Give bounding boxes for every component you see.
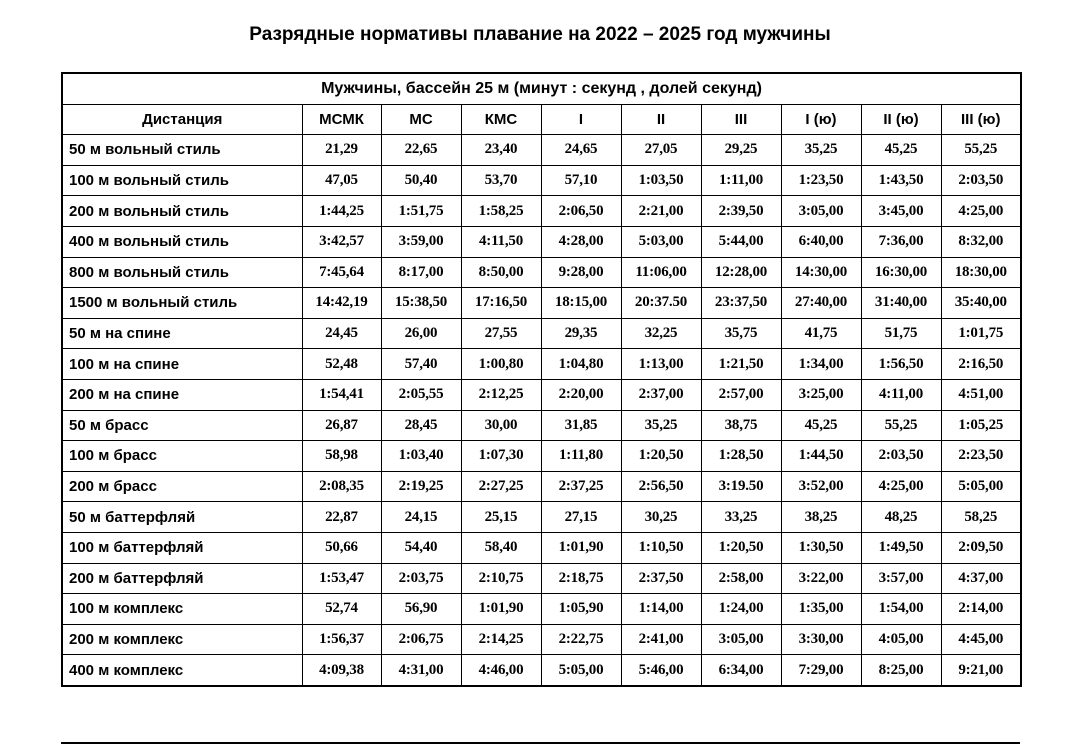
time-cell: 7:45,64 xyxy=(302,257,381,288)
time-cell: 1:43,50 xyxy=(861,165,941,196)
time-cell: 3:05,00 xyxy=(701,624,781,655)
distance-cell: 50 м баттерфляй xyxy=(62,502,302,533)
time-cell: 5:46,00 xyxy=(621,655,701,686)
time-cell: 1:44,25 xyxy=(302,196,381,227)
time-cell: 2:12,25 xyxy=(461,379,541,410)
time-cell: 8:50,00 xyxy=(461,257,541,288)
time-cell: 2:37,25 xyxy=(541,471,621,502)
time-cell: 2:21,00 xyxy=(621,196,701,227)
distance-cell: 100 м на спине xyxy=(62,349,302,380)
distance-cell: 100 м баттерфляй xyxy=(62,532,302,563)
time-cell: 35:40,00 xyxy=(941,288,1021,319)
time-cell: 29,35 xyxy=(541,318,621,349)
time-cell: 3:30,00 xyxy=(781,624,861,655)
time-cell: 5:44,00 xyxy=(701,226,781,257)
time-cell: 1:04,80 xyxy=(541,349,621,380)
time-cell: 3:25,00 xyxy=(781,379,861,410)
page-title: Разрядные нормативы плавание на 2022 – 2025 год мужчины xyxy=(249,24,831,45)
time-cell: 1:34,00 xyxy=(781,349,861,380)
time-cell: 2:41,00 xyxy=(621,624,701,655)
time-cell: 2:19,25 xyxy=(381,471,461,502)
column-header: I xyxy=(541,104,621,135)
table-row xyxy=(62,226,1021,257)
time-cell: 2:56,50 xyxy=(621,471,701,502)
time-cell: 51,75 xyxy=(861,318,941,349)
distance-cell: 200 м брасс xyxy=(62,471,302,502)
table-row xyxy=(62,532,1021,563)
time-cell: 4:05,00 xyxy=(861,624,941,655)
time-cell: 22,65 xyxy=(381,135,461,166)
time-cell: 7:29,00 xyxy=(781,655,861,686)
time-cell: 2:18,75 xyxy=(541,563,621,594)
time-cell: 2:57,00 xyxy=(701,379,781,410)
time-cell: 4:28,00 xyxy=(541,226,621,257)
time-cell: 2:16,50 xyxy=(941,349,1021,380)
time-cell: 55,25 xyxy=(861,410,941,441)
time-cell: 1:07,30 xyxy=(461,441,541,472)
time-cell: 23,40 xyxy=(461,135,541,166)
time-cell: 4:25,00 xyxy=(861,471,941,502)
distance-cell: 200 м на спине xyxy=(62,379,302,410)
time-cell: 45,25 xyxy=(781,410,861,441)
time-cell: 1:01,90 xyxy=(541,532,621,563)
distance-cell: 400 м комплекс xyxy=(62,655,302,686)
time-cell: 1:54,41 xyxy=(302,379,381,410)
table-row xyxy=(62,502,1021,533)
time-cell: 1:03,40 xyxy=(381,441,461,472)
column-header: II (ю) xyxy=(861,104,941,135)
column-header: II xyxy=(621,104,701,135)
caption-row xyxy=(62,73,1021,104)
time-cell: 38,75 xyxy=(701,410,781,441)
time-cell: 1:54,00 xyxy=(861,594,941,625)
time-cell: 2:03,50 xyxy=(941,165,1021,196)
time-cell: 2:10,75 xyxy=(461,563,541,594)
time-cell: 1:23,50 xyxy=(781,165,861,196)
distance-cell: 400 м вольный стиль xyxy=(62,226,302,257)
time-cell: 2:06,50 xyxy=(541,196,621,227)
column-header: Дистанция xyxy=(62,104,302,135)
time-cell: 4:31,00 xyxy=(381,655,461,686)
time-cell: 1:11,00 xyxy=(701,165,781,196)
distance-cell: 50 м брасс xyxy=(62,410,302,441)
distance-cell: 100 м брасс xyxy=(62,441,302,472)
time-cell: 3:42,57 xyxy=(302,226,381,257)
time-cell: 6:40,00 xyxy=(781,226,861,257)
time-cell: 35,75 xyxy=(701,318,781,349)
table-row xyxy=(62,441,1021,472)
time-cell: 50,40 xyxy=(381,165,461,196)
time-cell: 4:46,00 xyxy=(461,655,541,686)
distance-cell: 1500 м вольный стиль xyxy=(62,288,302,319)
time-cell: 2:06,75 xyxy=(381,624,461,655)
time-cell: 1:51,75 xyxy=(381,196,461,227)
time-cell: 32,25 xyxy=(621,318,701,349)
time-cell: 50,66 xyxy=(302,532,381,563)
time-cell: 48,25 xyxy=(861,502,941,533)
table-row xyxy=(62,563,1021,594)
time-cell: 1:14,00 xyxy=(621,594,701,625)
table-row xyxy=(62,471,1021,502)
time-cell: 1:10,50 xyxy=(621,532,701,563)
distance-cell: 50 м вольный стиль xyxy=(62,135,302,166)
time-cell: 2:14,25 xyxy=(461,624,541,655)
time-cell: 23:37,50 xyxy=(701,288,781,319)
time-cell: 5:03,00 xyxy=(621,226,701,257)
time-cell: 2:39,50 xyxy=(701,196,781,227)
time-cell: 27,15 xyxy=(541,502,621,533)
time-cell: 31:40,00 xyxy=(861,288,941,319)
bottom-divider xyxy=(61,742,1020,744)
time-cell: 33,25 xyxy=(701,502,781,533)
time-cell: 1:56,50 xyxy=(861,349,941,380)
time-cell: 24,15 xyxy=(381,502,461,533)
column-header: МС xyxy=(381,104,461,135)
time-cell: 35,25 xyxy=(781,135,861,166)
time-cell: 1:13,00 xyxy=(621,349,701,380)
column-header: КМС xyxy=(461,104,541,135)
time-cell: 1:30,50 xyxy=(781,532,861,563)
time-cell: 2:37,00 xyxy=(621,379,701,410)
time-cell: 38,25 xyxy=(781,502,861,533)
time-cell: 24,65 xyxy=(541,135,621,166)
time-cell: 45,25 xyxy=(861,135,941,166)
time-cell: 24,45 xyxy=(302,318,381,349)
time-cell: 52,74 xyxy=(302,594,381,625)
time-cell: 4:11,00 xyxy=(861,379,941,410)
table-row xyxy=(62,257,1021,288)
time-cell: 18:15,00 xyxy=(541,288,621,319)
time-cell: 17:16,50 xyxy=(461,288,541,319)
time-cell: 26,00 xyxy=(381,318,461,349)
table-row xyxy=(62,379,1021,410)
time-cell: 57,10 xyxy=(541,165,621,196)
time-cell: 1:11,80 xyxy=(541,441,621,472)
table-row xyxy=(62,655,1021,686)
time-cell: 29,25 xyxy=(701,135,781,166)
time-cell: 1:58,25 xyxy=(461,196,541,227)
time-cell: 11:06,00 xyxy=(621,257,701,288)
distance-cell: 100 м вольный стиль xyxy=(62,165,302,196)
time-cell: 16:30,00 xyxy=(861,257,941,288)
time-cell: 1:56,37 xyxy=(302,624,381,655)
time-cell: 1:01,75 xyxy=(941,318,1021,349)
time-cell: 9:28,00 xyxy=(541,257,621,288)
time-cell: 5:05,00 xyxy=(941,471,1021,502)
time-cell: 3:19.50 xyxy=(701,471,781,502)
time-cell: 2:03,50 xyxy=(861,441,941,472)
table-row xyxy=(62,196,1021,227)
time-cell: 55,25 xyxy=(941,135,1021,166)
column-header: МСМК xyxy=(302,104,381,135)
time-cell: 5:05,00 xyxy=(541,655,621,686)
time-cell: 30,00 xyxy=(461,410,541,441)
distance-cell: 800 м вольный стиль xyxy=(62,257,302,288)
time-cell: 35,25 xyxy=(621,410,701,441)
table-row xyxy=(62,624,1021,655)
time-cell: 2:27,25 xyxy=(461,471,541,502)
table-row xyxy=(62,349,1021,380)
time-cell: 4:51,00 xyxy=(941,379,1021,410)
time-cell: 18:30,00 xyxy=(941,257,1021,288)
distance-cell: 50 м на спине xyxy=(62,318,302,349)
time-cell: 7:36,00 xyxy=(861,226,941,257)
table-row xyxy=(62,318,1021,349)
time-cell: 1:44,50 xyxy=(781,441,861,472)
time-cell: 6:34,00 xyxy=(701,655,781,686)
time-cell: 47,05 xyxy=(302,165,381,196)
time-cell: 3:22,00 xyxy=(781,563,861,594)
time-cell: 1:21,50 xyxy=(701,349,781,380)
time-cell: 4:45,00 xyxy=(941,624,1021,655)
time-cell: 3:57,00 xyxy=(861,563,941,594)
time-cell: 4:25,00 xyxy=(941,196,1021,227)
time-cell: 2:22,75 xyxy=(541,624,621,655)
time-cell: 54,40 xyxy=(381,532,461,563)
time-cell: 2:05,55 xyxy=(381,379,461,410)
time-cell: 52,48 xyxy=(302,349,381,380)
time-cell: 3:45,00 xyxy=(861,196,941,227)
table-caption: Мужчины, бассейн 25 м (минут : секунд , долей секунд) xyxy=(62,73,1021,104)
time-cell: 1:49,50 xyxy=(861,532,941,563)
table-row xyxy=(62,288,1021,319)
distance-cell: 200 м комплекс xyxy=(62,624,302,655)
time-cell: 56,90 xyxy=(381,594,461,625)
time-cell: 2:14,00 xyxy=(941,594,1021,625)
time-cell: 1:03,50 xyxy=(621,165,701,196)
time-cell: 58,98 xyxy=(302,441,381,472)
time-cell: 2:09,50 xyxy=(941,532,1021,563)
time-cell: 30,25 xyxy=(621,502,701,533)
time-cell: 41,75 xyxy=(781,318,861,349)
time-cell: 8:17,00 xyxy=(381,257,461,288)
table-row xyxy=(62,135,1021,166)
time-cell: 9:21,00 xyxy=(941,655,1021,686)
time-cell: 28,45 xyxy=(381,410,461,441)
time-cell: 2:20,00 xyxy=(541,379,621,410)
time-cell: 26,87 xyxy=(302,410,381,441)
time-cell: 8:25,00 xyxy=(861,655,941,686)
header-row xyxy=(62,104,1021,135)
distance-cell: 200 м баттерфляй xyxy=(62,563,302,594)
table-row xyxy=(62,410,1021,441)
time-cell: 1:28,50 xyxy=(701,441,781,472)
time-cell: 27:40,00 xyxy=(781,288,861,319)
time-cell: 27,55 xyxy=(461,318,541,349)
column-header: I (ю) xyxy=(781,104,861,135)
time-cell: 57,40 xyxy=(381,349,461,380)
time-cell: 1:24,00 xyxy=(701,594,781,625)
column-header: III (ю) xyxy=(941,104,1021,135)
time-cell: 3:52,00 xyxy=(781,471,861,502)
time-cell: 25,15 xyxy=(461,502,541,533)
time-cell: 53,70 xyxy=(461,165,541,196)
time-cell: 1:20,50 xyxy=(701,532,781,563)
time-cell: 1:00,80 xyxy=(461,349,541,380)
time-cell: 1:01,90 xyxy=(461,594,541,625)
distance-cell: 200 м вольный стиль xyxy=(62,196,302,227)
time-cell: 21,29 xyxy=(302,135,381,166)
time-cell: 1:35,00 xyxy=(781,594,861,625)
time-cell: 8:32,00 xyxy=(941,226,1021,257)
table-row xyxy=(62,165,1021,196)
distance-cell: 100 м комплекс xyxy=(62,594,302,625)
time-cell: 12:28,00 xyxy=(701,257,781,288)
column-header: III xyxy=(701,104,781,135)
time-cell: 27,05 xyxy=(621,135,701,166)
time-cell: 1:05,90 xyxy=(541,594,621,625)
standards-table xyxy=(61,72,1022,687)
time-cell: 3:05,00 xyxy=(781,196,861,227)
table-row xyxy=(62,594,1021,625)
time-cell: 58,40 xyxy=(461,532,541,563)
time-cell: 1:05,25 xyxy=(941,410,1021,441)
time-cell: 4:11,50 xyxy=(461,226,541,257)
time-cell: 3:59,00 xyxy=(381,226,461,257)
time-cell: 31,85 xyxy=(541,410,621,441)
time-cell: 2:08,35 xyxy=(302,471,381,502)
time-cell: 14:30,00 xyxy=(781,257,861,288)
time-cell: 2:03,75 xyxy=(381,563,461,594)
time-cell: 4:37,00 xyxy=(941,563,1021,594)
time-cell: 58,25 xyxy=(941,502,1021,533)
time-cell: 2:37,50 xyxy=(621,563,701,594)
time-cell: 14:42,19 xyxy=(302,288,381,319)
time-cell: 2:23,50 xyxy=(941,441,1021,472)
time-cell: 22,87 xyxy=(302,502,381,533)
time-cell: 1:20,50 xyxy=(621,441,701,472)
time-cell: 15:38,50 xyxy=(381,288,461,319)
time-cell: 2:58,00 xyxy=(701,563,781,594)
time-cell: 20:37.50 xyxy=(621,288,701,319)
time-cell: 4:09,38 xyxy=(302,655,381,686)
time-cell: 1:53,47 xyxy=(302,563,381,594)
